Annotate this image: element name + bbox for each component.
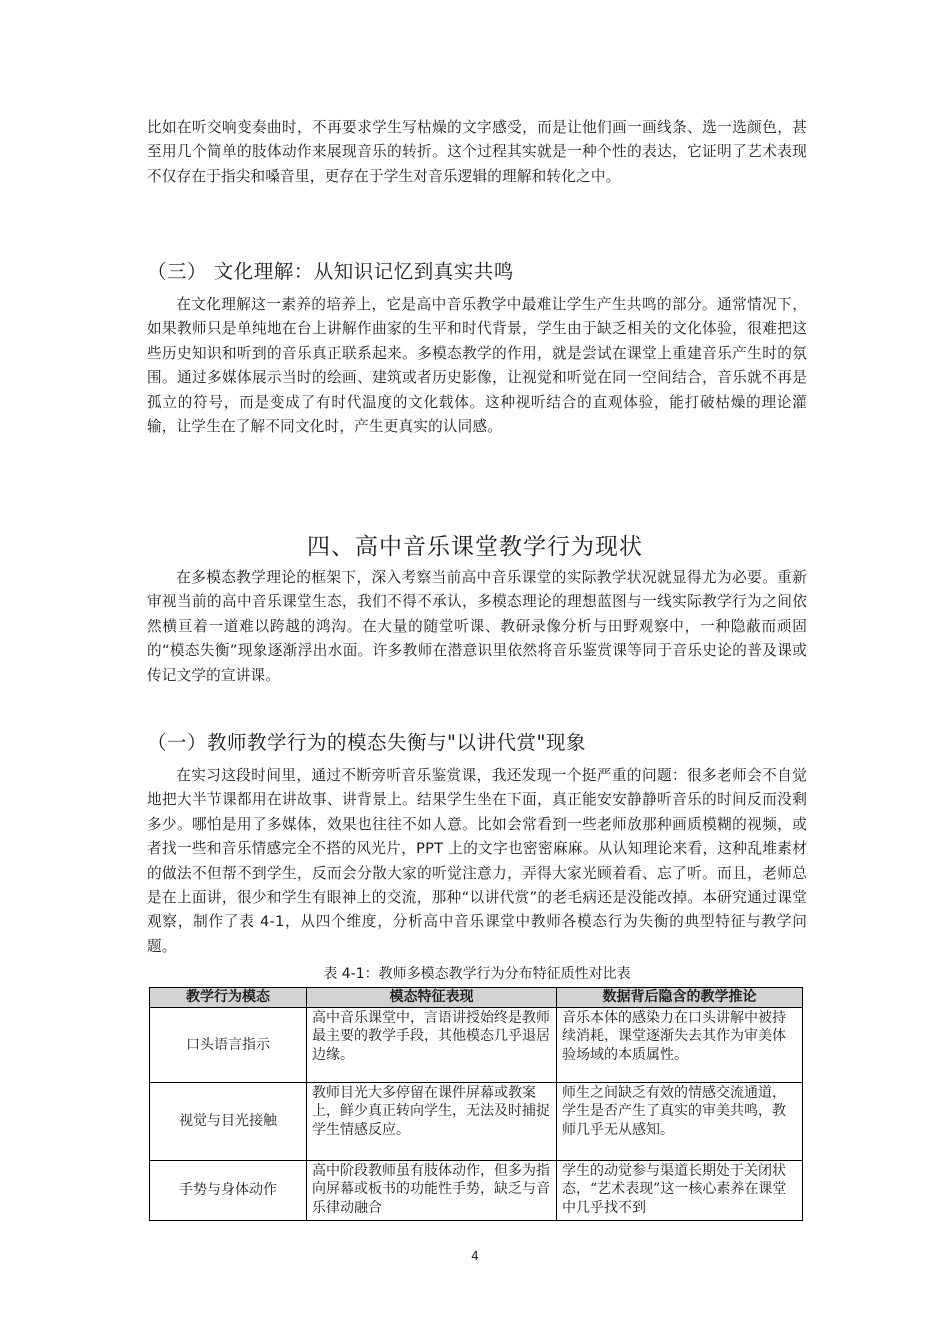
- table-row: [150, 1007, 803, 1082]
- section-heading-cultural-understanding: （三） 文化理解：从知识记忆到真实共鸣: [147, 260, 514, 283]
- behavior-comparison-table: [149, 987, 803, 1221]
- table-header-row: [150, 988, 803, 1008]
- paragraph-chapter-intro: 在多模态教学理论的框架下，深入考察当前高中音乐课堂的实际教学状况就显得尤为必要。重新审视当前的高中音乐课堂生态，我们不得不承认，多模态理论的理想蓝图与一线实际教学行为之间依然横亘着一道难以跨越的鸿沟。在大量的随堂听课、教研录像分析与田野观察中，一种隐蔽而顽固的“模态失衡”现象逐渐浮出水面。许多教师在潜意识里依然将音乐鉴赏课等同于音乐史论的普及课或传记文学的宣讲课。: [147, 569, 807, 684]
- cell-feature-text: 高中阶段教师虽有肢体动作，但多为指向屏幕或板书的功能性手势，缺乏与音乐律动融合: [312, 1162, 550, 1216]
- header-mode: 教学行为模态: [150, 988, 307, 1008]
- paragraph-cultural-understanding: 在文化理解这一素养的培养上，它是高中音乐教学中最难让学生产生共鸣的部分。通常情况下，如果教师只是单纯地在台上讲解作曲家的生平和时代背景，学生由于缺乏相关的文化体验，很难把这些历史知识和听到的音乐真正联系起来。多模态教学的作用，就是尝试在课堂上重建音乐产生时的氛围。通过多媒体展示当时的绘画、建筑或者历史影像，让视觉和听觉在同一空间结合，音乐就不再是孤立的符号，而是变成了有时代温度的文化载体。这种视听结合的直观体验，能打破枯燥的理论灌输，让学生在了解不同文化时，产生更真实的认同感。: [147, 296, 807, 436]
- cell-mode: 手势与身体动作: [150, 1160, 307, 1220]
- header-inference: 数据背后隐含的教学推论: [557, 988, 803, 1008]
- paragraph-observation: 在实习这段时间里，通过不断旁听音乐鉴赏课，我还发现一个挺严重的问题：很多老师会不自觉地把大半节课都用在讲故事、讲背景上。结果学生坐在下面，真正能安安静静听音乐的时间反而没剩多少。哪怕是用了多媒体，效果也往往不如人意。比如会常看到一些老师放那种画质模糊的视频，或者找一些和音乐情感完全不搭的风光片，PPT 上的文字也密密麻麻。从认知理论来看，这种乱堆素材的做法不但帮不到学生，反而会分散大家的听觉注意力，弄得大家光顾着看、忘了听。而且，老师总是在上面讲，很少和学生有眼神上的交流，那种“以讲代赏”的老毛病还是没能改掉。本研究通过课堂观察，制作了表 4-1，从四个维度，分析高中音乐课堂中教师各模态行为失衡的典型特征与教学问题。: [147, 767, 807, 955]
- table-caption: 表 4-1：教师多模态教学行为分布特征质性对比表: [323, 966, 631, 982]
- page-number: 4: [471, 1249, 479, 1263]
- cell-feature: [307, 1160, 557, 1220]
- paragraph-art-expression-end: 比如在听交响变奏曲时，不再要求学生写枯燥的文字感受，而是让他们画一画线条、选一选颜色，甚至用几个简单的肢体动作来展现音乐的转折。这个过程其实就是一种个性的表达，它证明了艺术表现不仅存在于指尖和嗓音里，更存在于学生对音乐逻辑的理解和转化之中。: [147, 119, 807, 185]
- cell-inference: 音乐本体的感染力在口头讲解中被持续消耗，课堂逐渐失去其作为审美体验场域的本质属性。: [557, 1007, 803, 1082]
- table-row: [150, 1082, 803, 1160]
- cell-inference: [557, 1160, 803, 1220]
- table-row: [150, 1160, 803, 1220]
- cell-mode: 视觉与目光接触: [150, 1082, 307, 1160]
- section-heading-modal-imbalance: （一）教师教学行为的模态失衡与"以讲代赏"现象: [147, 731, 586, 754]
- cell-feature: 高中音乐课堂中，言语讲授始终是教师最主要的教学手段，其他模态几乎退居边缘。: [307, 1007, 557, 1082]
- chapter-title: 四、高中音乐课堂教学行为现状: [307, 534, 643, 560]
- header-feature: 模态特征表现: [307, 988, 557, 1008]
- cell-feature: 教师目光大多停留在课件屏幕或教案上，鲜少真正转向学生，无法及时捕捉学生情感反应。: [307, 1082, 557, 1160]
- cell-inference: 师生之间缺乏有效的情感交流通道，学生是否产生了真实的审美共鸣，教师几乎无从感知。: [557, 1082, 803, 1160]
- cell-mode: 口头语言指示: [150, 1007, 307, 1082]
- cell-inference-text: 学生的动觉参与渠道长期处于关闭状态，“艺术表现”这一核心素养在课堂中几乎找不到: [562, 1162, 787, 1216]
